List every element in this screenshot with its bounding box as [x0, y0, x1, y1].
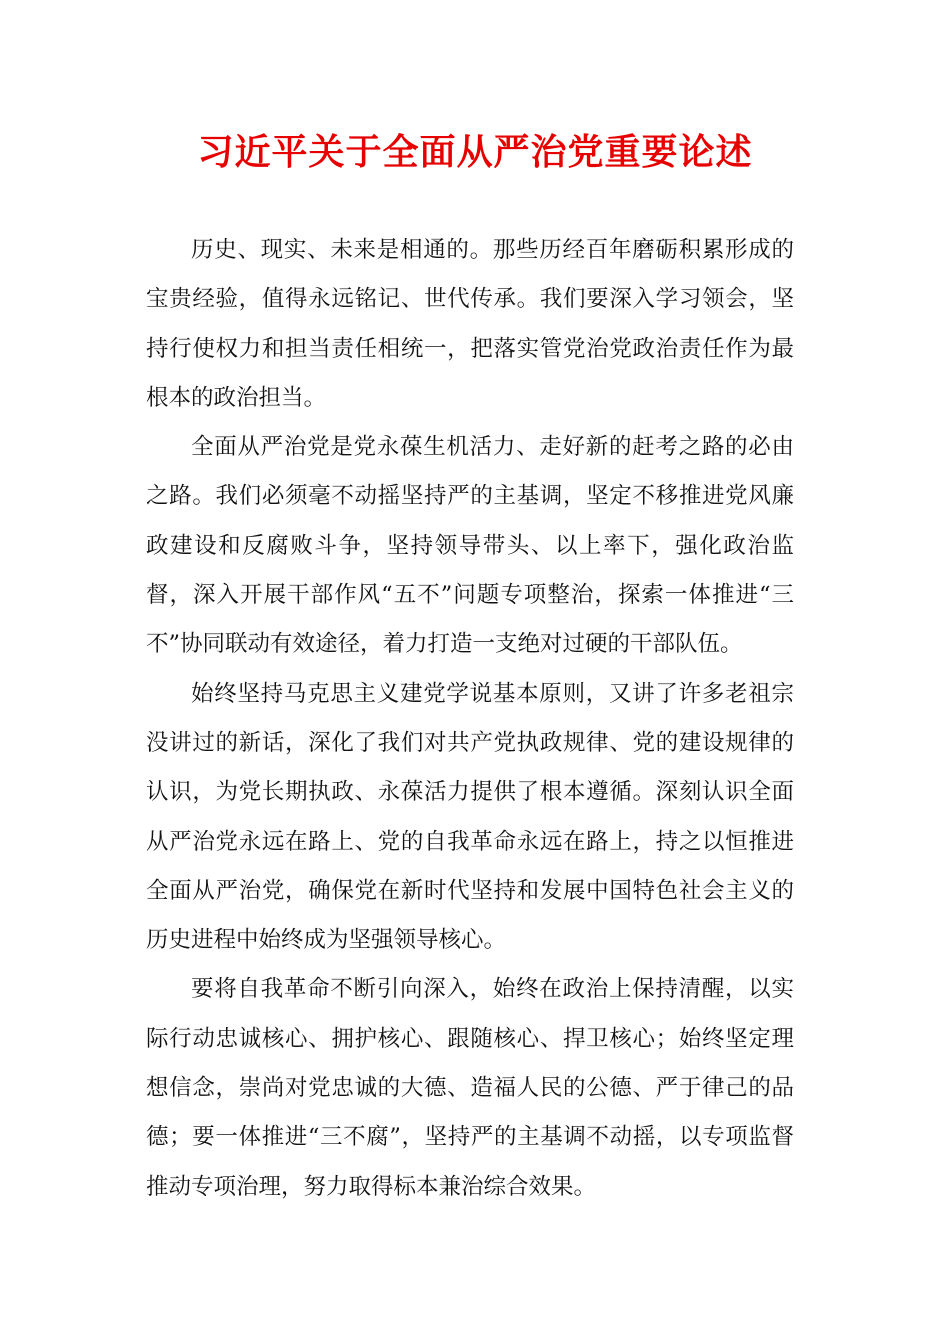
paragraph: 历史、现实、未来是相通的。那些历经百年磨砺积累形成的宝贵经验，值得永远铭记、世代传承。我们要深入学习领会，坚持行使权力和担当责任相统一，把落实管党治党政治责任作为最根本的政治担当。 [146, 237, 794, 411]
paragraph: 全面从严治党是党永葆生机活力、走好新的赶考之路的必由之路。我们必须毫不动摇坚持严的主基调，坚定不移推进党风廉政建设和反腐败斗争，坚持领导带头、以上率下，强化政治监督，深入开展干部作风“五不”问题专项整治，探索一体推进“三不”协同联动有效途径，着力打造一支绝对过硬的干部队伍。 [146, 434, 794, 658]
document-body [146, 226, 794, 1212]
paragraph: 要将自我革命不断引向深入，始终在政治上保持清醒，以实际行动忠诚核心、拥护核心、跟随核心、捍卫核心；始终坚定理想信念，崇尚对党忠诚的大德、造福人民的公德、严于律己的品德；要一体推进“三不腐”，坚持严的主基调不动摇，以专项监督推动专项治理，努力取得标本兼治综合效果。 [146, 976, 794, 1200]
document-title: 习近平关于全面从严治党重要论述 [197, 131, 753, 173]
paragraph: 始终坚持马克思主义建党学说基本原则，又讲了许多老祖宗没讲过的新话，深化了我们对共产党执政规律、党的建设规律的认识，为党长期执政、永葆活力提供了根本遵循。深刻认识全面从严治党永远在路上、党的自我革命永远在路上，持之以恒推进全面从严治党，确保党在新时代坚持和发展中国特色社会主义的历史进程中始终成为坚强领导核心。 [146, 680, 794, 954]
